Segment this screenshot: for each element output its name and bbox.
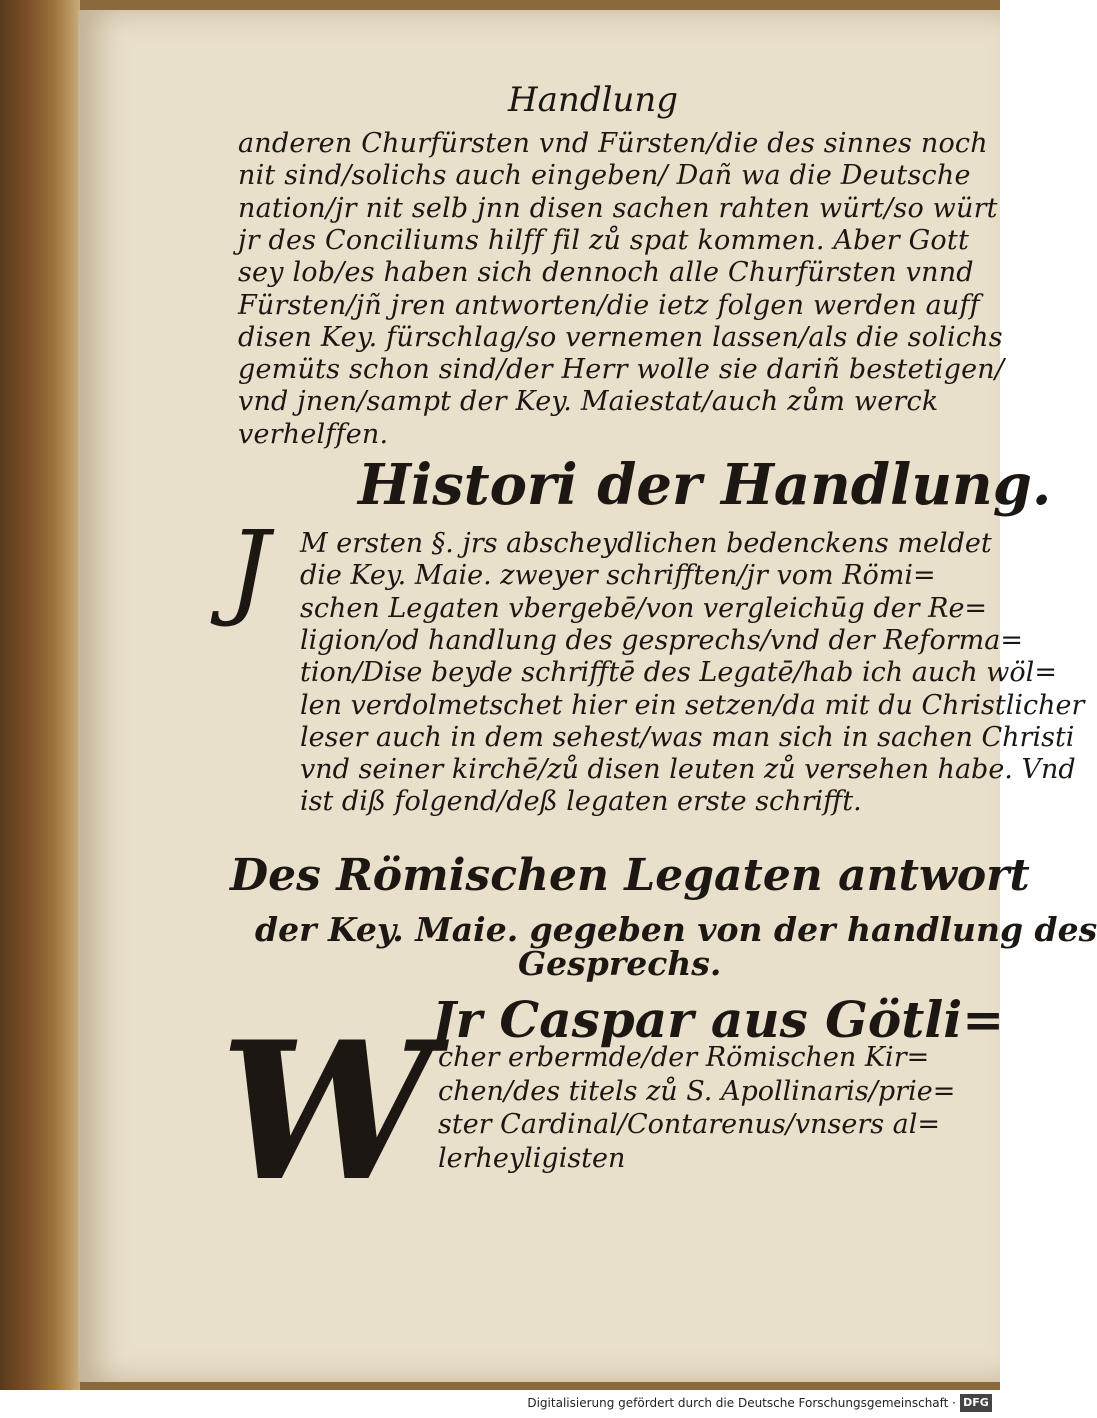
paragraph1-line: anderen Churfürsten vnd Fürsten/die des sinnes noch <box>238 128 988 159</box>
paragraph1-line: vnd jnen/sampt der Key. Maiestat/auch zům werck <box>238 386 939 418</box>
paragraph1-line: nation/jr nit selb jnn disen sachen rahten würt/so würt <box>238 192 998 224</box>
paragraph1-line: verhelffen. <box>238 418 389 450</box>
footer-credit: Digitalisierung gefördert durch die Deutsche Forschungsgemeinschaft · <box>527 1396 956 1410</box>
paragraph2-line: ligion/od handlung des gesprechs/vnd der Reforma= <box>300 624 1023 656</box>
paragraph1-line: gemüts schon sind/der Herr wolle sie dariñ bestetigen/ <box>238 354 1005 386</box>
paragraph1-line: jr des Conciliums hilff fil zů spat kommen. Aber Gott <box>238 224 969 256</box>
decorative-initial-w: W <box>220 1000 434 1223</box>
subtitle-line-3: Gesprechs. <box>518 944 722 983</box>
paragraph2-line: ist diß folgend/deß legaten erste schrifft. <box>300 786 862 818</box>
paragraph-3-lead: Jr Caspar aus Götli= <box>432 990 1005 1049</box>
paragraph3-line: lerheyligisten <box>438 1142 626 1174</box>
section-title: Histori der Handlung. <box>358 452 1052 518</box>
paragraph1-line: Fürsten/jñ jren antworten/die ietz folgen werden auff <box>238 289 980 321</box>
paragraph2-line: M ersten §. jrs abscheydlichen bedenckens meldet <box>300 528 992 559</box>
dfg-logo: DFG <box>960 1394 992 1412</box>
paragraph1-line: disen Key. fürschlag/so vernemen lassen/als die solichs <box>238 321 1003 353</box>
paragraph2-line: leser auch in dem sehest/was man sich in sachen Christi <box>300 721 1075 753</box>
subtitle-line-2: der Key. Maie. gegeben von der handlung des <box>255 910 1097 949</box>
running-head: Handlung <box>508 80 679 120</box>
footer-bar <box>0 1390 1000 1418</box>
paragraph2-line: tion/Dise beyde schrifftē des Legatē/hab ich auch wöl= <box>300 657 1057 689</box>
paragraph1-line: nit sind/solichs auch eingeben/ Dañ wa die Deutsche <box>238 160 971 192</box>
paragraph2-line: die Key. Maie. zweyer schrifften/jr vom Römi= <box>300 560 936 592</box>
book-spine-edge <box>0 0 80 1390</box>
paragraph2-line: len verdolmetschet hier ein setzen/da mit du Christlicher <box>300 689 1085 721</box>
paragraph3-line: chen/des titels zů S. Apollinaris/prie= <box>438 1075 956 1107</box>
subtitle-line-1: Des Römischen Legaten antwort <box>230 850 1030 901</box>
paragraph2-line: vnd seiner kirchē/zů disen leuten zů versehen habe. Vnd <box>300 754 1076 786</box>
paragraph3-line: ster Cardinal/Contarenus/vnsers al= <box>438 1109 941 1140</box>
paragraph2-line: schen Legaten vbergebē/von vergleichūg der Re= <box>300 592 988 624</box>
decorative-initial-j: J <box>228 508 270 630</box>
paragraph1-line: sey lob/es haben sich dennoch alle Churfürsten vnnd <box>238 257 974 289</box>
paragraph3-line: cher erbermde/der Römischen Kir= <box>438 1042 930 1073</box>
